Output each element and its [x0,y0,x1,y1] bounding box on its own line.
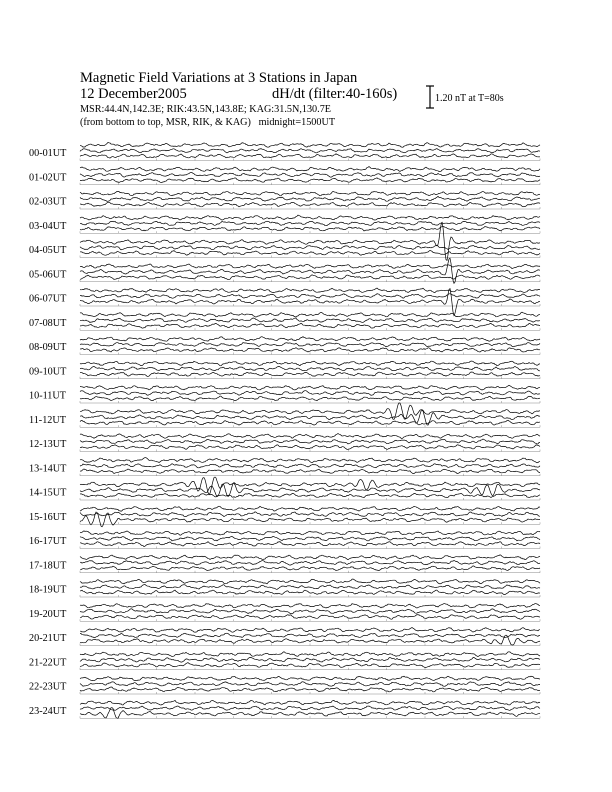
trace-kag [80,458,540,463]
row-label: 01-02UT [29,172,67,184]
order-line [80,116,420,129]
row-label: 13-14UT [29,463,67,475]
trace-kag [80,700,540,705]
hour-row [29,258,540,283]
row-label: 15-16UT [29,511,67,523]
trace-rik [80,633,540,637]
station-coordinates: MSR:44.4N,142.3E; RIK:43.5N,143.8E; KAG:31.5N,130.7E [80,104,332,115]
trace-rik [80,318,540,323]
trace-msr [80,542,540,547]
trace-kag [80,604,540,608]
trace-msr [80,226,540,231]
trace-kag [80,191,540,195]
trace-kag [80,477,540,495]
hour-row [29,337,540,355]
trace-rik [80,682,540,687]
hour-row [29,385,540,403]
trace-rik [80,258,540,283]
trace-rik [80,149,540,153]
trace-rik [80,609,540,614]
trace-kag [80,264,540,269]
station-order-note: (from bottom to top, MSR, RIK, & KAG) [80,117,251,128]
trace-msr [80,372,540,376]
hour-row [29,191,540,209]
row-label: 19-20UT [29,608,67,620]
row-label: 09-10UT [29,366,67,378]
trace-kag [80,215,540,220]
trace-rik [80,294,540,299]
trace-msr [80,687,540,692]
trace-rik [80,439,540,444]
trace-msr [80,202,540,207]
trace-msr [80,396,540,401]
midnight-note: midnight=1500UT [258,117,336,128]
trace-msr [80,275,540,280]
hour-row [29,700,540,718]
trace-kag [80,312,540,317]
row-label: 07-08UT [29,317,67,329]
row-label: 23-24UT [29,705,67,717]
hour-row [29,403,540,427]
trace-kag [80,676,540,681]
hour-row [29,167,540,185]
row-label: 04-05UT [29,245,67,256]
trace-msr [80,445,540,450]
trace-kag [80,506,540,511]
trace-rik [80,561,540,566]
chart-header [80,70,420,129]
row-label: 22-23UT [29,681,67,693]
trace-kag [80,361,540,366]
row-label: 12-13UT [29,439,67,450]
hour-row [29,477,540,500]
hour-row [29,506,540,527]
trace-msr [80,420,540,425]
trace-rik [80,391,540,396]
row-label: 05-06UT [29,269,67,281]
hour-row [29,458,540,476]
scale-bar [425,84,595,114]
trace-msr [80,469,540,474]
row-label: 11-12UT [29,414,66,426]
quantity-text: dH/dt (filter:40-160s) [272,86,398,102]
trace-msr [80,250,540,255]
row-label: 08-09UT [29,342,67,353]
row-label: 20-21UT [29,633,67,644]
trace-msr [80,178,540,183]
date-text: 12 December2005 [80,86,187,102]
row-label: 10-11UT [29,390,66,402]
trace-kag [80,142,540,147]
trace-rik [80,537,540,541]
row-label: 18-19UT [29,584,67,596]
hour-row [29,604,540,622]
scale-label: 1.20 nT at T=80s [435,93,504,104]
trace-rik [80,512,540,517]
trace-rik [80,706,540,710]
row-label: 17-18UT [29,560,67,572]
hour-row [29,531,540,549]
hour-row [29,288,540,316]
trace-rik [80,585,540,590]
trace-msr [80,590,540,594]
trace-msr [80,348,540,352]
row-label: 21-22UT [29,657,67,669]
hour-row [29,652,540,670]
row-label: 02-03UT [29,196,67,208]
trace-kag [80,434,540,439]
trace-kag [80,652,540,657]
row-label: 06-07UT [29,293,67,305]
trace-rik [80,343,540,347]
trace-msr [80,615,540,620]
trace-kag [80,628,540,633]
trace-rik [80,657,540,662]
hour-row [29,579,540,597]
hour-row [29,628,540,646]
trace-msr [80,493,540,497]
hour-row [29,676,540,694]
trace-msr [80,154,540,158]
trace-rik [80,246,540,250]
hour-row [29,142,540,160]
trace-msr [80,323,540,328]
hour-row [29,361,540,379]
trace-msr [80,289,540,316]
trace-msr [80,663,540,668]
trace-kag [80,531,540,535]
trace-kag [80,288,540,293]
row-label: 03-04UT [29,220,67,232]
trace-rik [80,173,540,178]
trace-kag [80,385,540,390]
chart-title: Magnetic Field Variations at 3 Stations in Japan [80,70,358,86]
hour-row [29,312,540,330]
hour-row [29,215,540,233]
trace-kag [80,555,540,560]
trace-rik [80,366,540,370]
trace-kag [80,167,540,172]
trace-msr [80,566,540,571]
date-quantity-line [80,86,420,103]
trace-kag [80,337,540,342]
hour-row [29,555,540,573]
row-label: 14-15UT [29,487,67,499]
row-label: 00-01UT [29,148,67,159]
hour-row [29,434,540,452]
trace-rik [80,464,540,468]
trace-rik [80,196,540,201]
row-label: 16-17UT [29,536,67,547]
trace-rik [80,221,540,226]
trace-kag [80,579,540,584]
